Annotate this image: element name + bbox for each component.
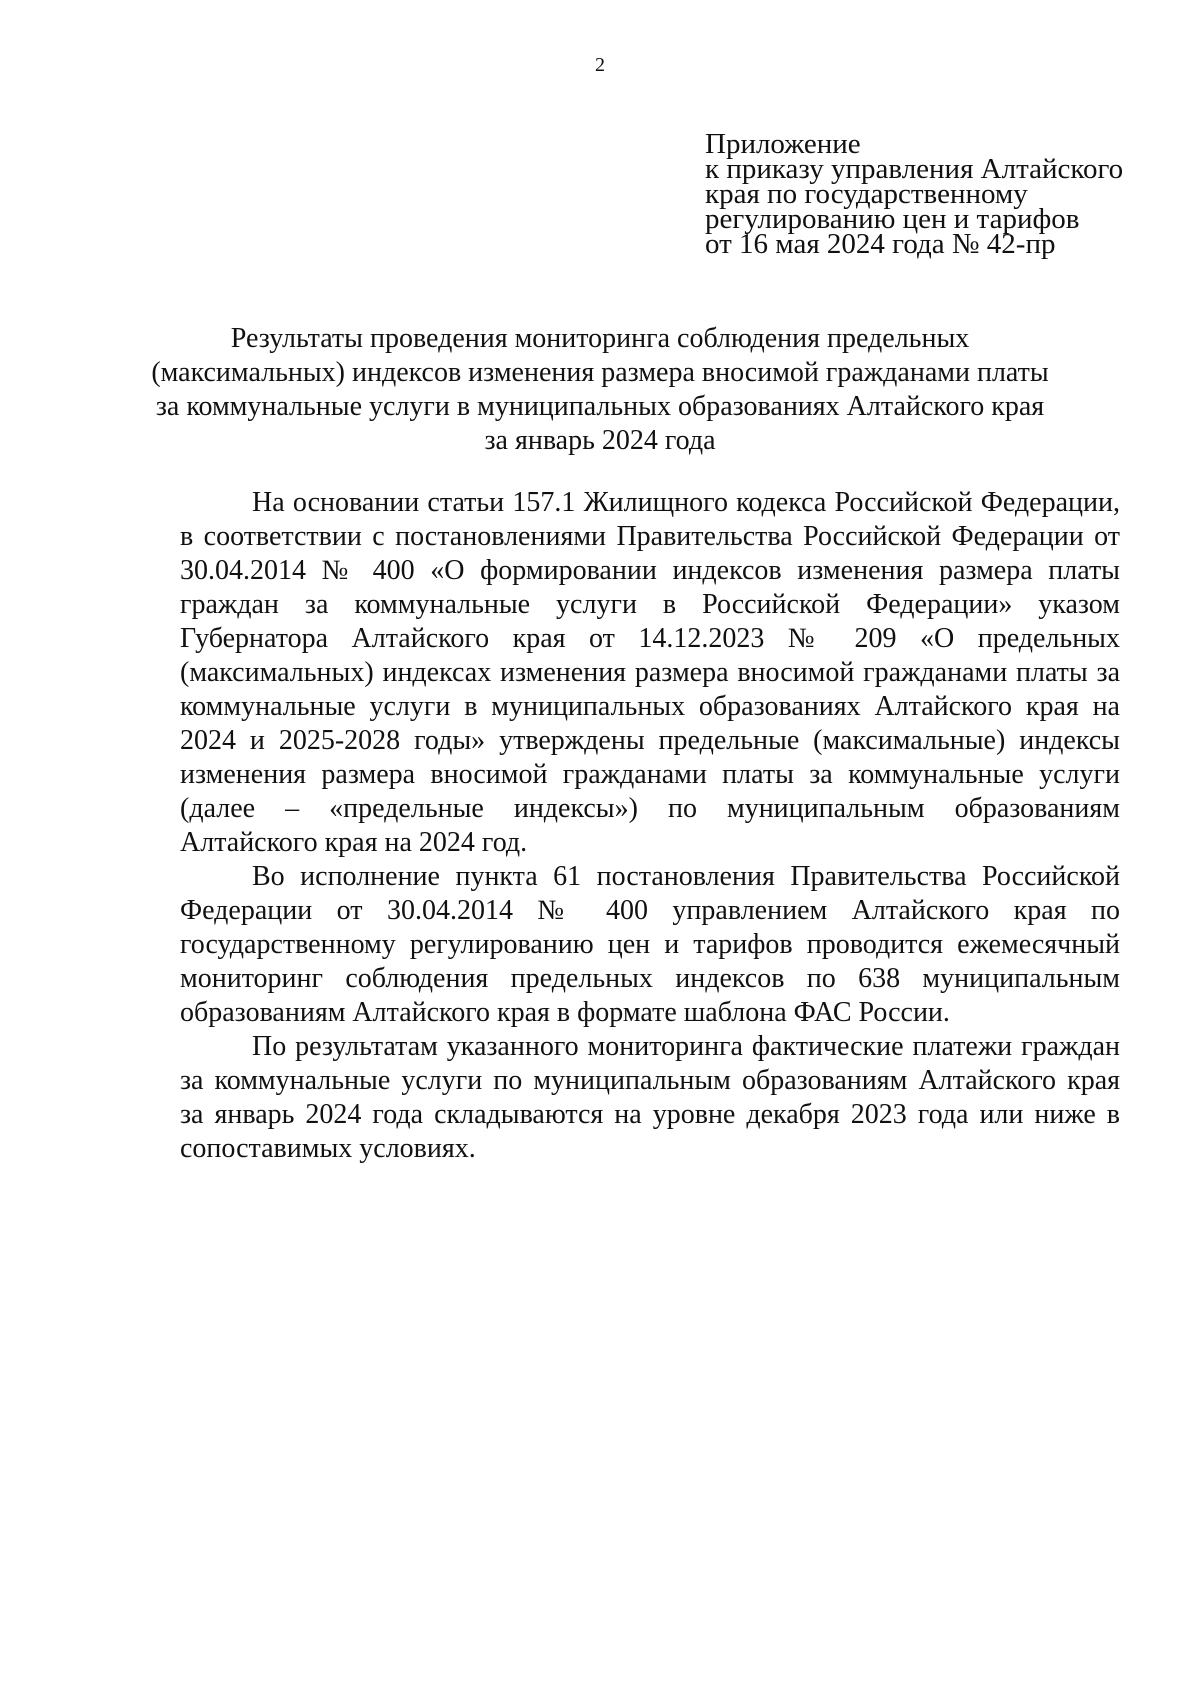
title-line: за январь 2024 года [484,425,716,456]
appendix-line: края по государственному [705,178,1028,210]
title-line: (максимальных) индексов изменения размера вносимой гражданами платы [151,357,1049,388]
body-paragraph: На основании статьи 157.1 Жилищного кодекса Российской Федерации, в соответствии с постановлениями Правительства Российской Федерации от 30.04.2014 № 400 «О формировании индексов изменения размера платы граждан за коммунальные услуги в Российской Федерации» указом Губернатора Алтайского края от 14.12.2023 № 209 «О предельных (максимальных) индексах изменения размера вносимой гражданами платы за коммунальные услуги в муниципальных образованиях Алтайского края на 2024 и 2025-2028 годы» утверждены предельные (максимальные) индексы изменения размера вносимой гражданами платы за коммунальные услуги (далее – «предельные индексы») по муниципальным образованиям Алтайского края на 2024 год. [180,487,1120,858]
body-paragraph: По результатам указанного мониторинга фактические платежи граждан за коммунальные услуги по муниципальным образованиям Алтайского края за январь 2024 года складываются на уровне декабря 2023 года или ниже в сопоставимых условиях. [180,1031,1120,1164]
appendix-line: регулированию цен и тарифов [705,203,1080,235]
title-line: за коммунальные услуги в муниципальных образованиях Алтайского края [155,391,1045,422]
appendix-line: от 16 мая 2024 года № 42-пр [705,228,1056,260]
title-line: Результаты проведения мониторинга соблюдения предельных [230,323,970,354]
appendix-line: Приложение [705,128,861,160]
appendix-line: к приказу управления Алтайского [705,153,1124,185]
appendix-block [705,128,1175,260]
body-paragraph: Во исполнение пункта 61 постановления Правительства Российской Федерации от 30.04.2014 № 400 управлением Алтайского края по государственному регулированию цен и тарифов проводится ежемесячный мониторинг соблюдения предельных индексов по 638 муниципальным образованиям Алтайского края в формате шаблона ФАС России. [180,861,1120,1028]
page-number: 2 [595,54,605,76]
document-title [150,322,1050,458]
document-body [180,486,1120,1166]
